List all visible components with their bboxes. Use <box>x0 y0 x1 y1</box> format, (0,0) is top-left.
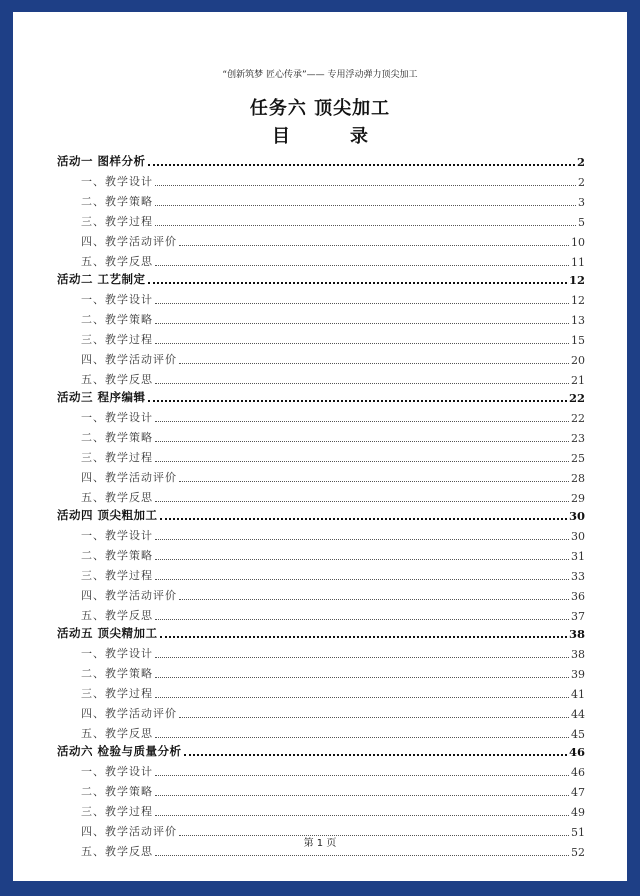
toc-subitem-entry[interactable] <box>57 563 585 583</box>
dot-leader <box>155 854 569 856</box>
toc-entry-label: 五、教学反思 <box>81 255 153 269</box>
toc-entry-page-number: 11 <box>571 256 585 270</box>
toc-entry-label: 四、教学活动评价 <box>81 471 177 485</box>
toc-entry-label: 活动一 图样分析 <box>57 153 146 168</box>
dot-leader <box>155 322 569 324</box>
toc-subitem-entry[interactable] <box>57 543 585 563</box>
toc-subitem-entry[interactable] <box>57 759 585 779</box>
toc-entry-page-number: 25 <box>571 452 585 465</box>
dot-leader <box>148 281 567 284</box>
toc-entry-label: 五、教学反思 <box>81 491 153 505</box>
toc-subitem-entry[interactable] <box>57 367 585 387</box>
toc-heading <box>13 122 627 148</box>
dot-leader <box>155 774 569 776</box>
toc-entry-label: 五、教学反思 <box>81 727 153 741</box>
toc-subitem-entry[interactable] <box>57 347 585 367</box>
dot-leader <box>160 635 567 638</box>
toc-entry-label: 四、教学活动评价 <box>81 707 177 721</box>
dot-leader <box>155 538 569 540</box>
toc-entry-label: 活动六 检验与质量分析 <box>57 743 182 758</box>
dot-leader <box>155 204 576 206</box>
toc-entry-label: 一、教学设计 <box>81 646 153 660</box>
toc-entry-label: 活动四 顶尖粗加工 <box>57 507 158 522</box>
toc-subitem-entry[interactable] <box>57 779 585 799</box>
toc-entry-page-number: 44 <box>571 708 585 722</box>
toc-entry-page-number: 22 <box>571 411 585 425</box>
dot-leader <box>155 558 569 560</box>
toc-subitem-entry[interactable] <box>57 523 585 543</box>
page-footer: 第 1 页 <box>303 838 337 849</box>
toc-entry-label: 三、教学过程 <box>81 451 153 464</box>
toc-entry-label: 三、教学过程 <box>81 687 153 701</box>
dot-leader <box>155 302 569 304</box>
dot-leader <box>155 794 569 796</box>
toc-subitem-entry[interactable] <box>57 701 585 721</box>
toc-entry-label: 二、教学策略 <box>81 430 153 444</box>
dot-leader <box>155 264 569 266</box>
toc-entry-page-number: 46 <box>568 744 585 759</box>
toc-entry-label: 五、教学反思 <box>81 609 153 623</box>
toc-subitem-entry[interactable] <box>57 249 585 269</box>
toc-entry-page-number: 2 <box>578 175 585 189</box>
toc-subitem-entry[interactable] <box>57 169 585 189</box>
toc-subitem-entry[interactable] <box>57 721 585 741</box>
toc-entry-label: 二、教学策略 <box>81 194 153 208</box>
toc-subitem-entry[interactable] <box>57 189 585 209</box>
toc-activity-entry[interactable] <box>57 269 585 287</box>
toc-entry-label: 一、教学设计 <box>81 765 153 778</box>
page-header: “创新筑梦 匠心传承”—— 专用浮动弹力顶尖加工 <box>222 70 418 80</box>
dot-leader <box>155 440 569 442</box>
toc-activity-entry[interactable] <box>57 151 585 169</box>
toc-entry-label: 四、教学活动评价 <box>81 589 177 603</box>
dot-leader <box>155 382 569 384</box>
toc-subitem-entry[interactable] <box>57 603 585 623</box>
dot-leader <box>155 618 569 620</box>
toc-entry-page-number: 30 <box>568 508 585 523</box>
toc-entry-page-number: 38 <box>571 647 585 661</box>
toc-subitem-entry[interactable] <box>57 465 585 485</box>
dot-leader <box>155 814 569 816</box>
toc-entry-page-number: 38 <box>568 626 585 641</box>
toc-entry-label: 一、教学设计 <box>81 292 153 306</box>
toc-entry-label: 三、教学过程 <box>81 214 153 228</box>
toc-entry-page-number: 47 <box>571 786 585 800</box>
toc-activity-entry[interactable] <box>57 505 585 523</box>
toc-entry-label: 活动三 程序编辑 <box>57 389 146 404</box>
toc-entry-label: 二、教学策略 <box>81 312 153 326</box>
toc-entry-page-number: 15 <box>571 333 585 347</box>
toc-entry-label: 五、教学反思 <box>81 845 153 859</box>
dot-leader <box>179 244 569 246</box>
toc-entry-page-number: 2 <box>576 154 585 169</box>
toc-entry-page-number: 45 <box>571 728 585 742</box>
toc-entry-label: 四、教学活动评价 <box>81 353 177 367</box>
toc-subitem-entry[interactable] <box>57 583 585 603</box>
dot-leader <box>155 656 569 658</box>
toc-entry-label: 一、教学设计 <box>81 410 153 424</box>
toc-entry-page-number: 31 <box>571 549 585 563</box>
toc-entry-label: 三、教学过程 <box>81 332 153 346</box>
dot-leader <box>179 598 569 600</box>
toc-subitem-entry[interactable] <box>57 209 585 229</box>
toc-entry-page-number: 23 <box>571 431 585 445</box>
table-of-contents <box>57 151 585 859</box>
toc-entry-page-number: 46 <box>571 766 585 779</box>
toc-entry-page-number: 36 <box>571 590 585 604</box>
toc-entry-label: 一、教学设计 <box>81 174 153 188</box>
toc-entry-page-number: 52 <box>571 846 585 860</box>
toc-subitem-entry[interactable] <box>57 287 585 307</box>
dot-leader <box>179 480 569 482</box>
toc-entry-label: 三、教学过程 <box>81 569 153 583</box>
toc-entry-page-number: 21 <box>571 374 585 388</box>
toc-entry-page-number: 5 <box>578 215 585 229</box>
toc-entry-label: 二、教学策略 <box>81 667 153 681</box>
toc-entry-page-number: 12 <box>568 272 585 287</box>
toc-activity-entry[interactable] <box>57 387 585 405</box>
toc-entry-page-number: 41 <box>571 688 585 702</box>
toc-subitem-entry[interactable] <box>57 425 585 445</box>
dot-leader <box>184 753 567 756</box>
dot-leader <box>179 362 569 364</box>
dot-leader <box>155 342 569 344</box>
toc-entry-page-number: 51 <box>571 826 585 840</box>
toc-subitem-entry[interactable] <box>57 445 585 465</box>
dot-leader <box>155 696 569 698</box>
toc-subitem-entry[interactable] <box>57 681 585 701</box>
toc-activity-entry[interactable] <box>57 741 585 759</box>
dot-leader <box>155 184 576 186</box>
toc-entry-label: 二、教学策略 <box>81 785 153 799</box>
toc-heading-char-1: 目 <box>272 126 290 147</box>
toc-entry-page-number: 39 <box>571 668 585 682</box>
toc-subitem-entry[interactable] <box>57 799 585 819</box>
toc-entry-page-number: 22 <box>568 390 585 405</box>
toc-entry-page-number: 3 <box>578 195 585 209</box>
toc-subitem-entry[interactable] <box>57 485 585 505</box>
toc-entry-page-number: 49 <box>571 806 585 820</box>
toc-activity-entry[interactable] <box>57 623 585 641</box>
dot-leader <box>155 420 569 422</box>
toc-subitem-entry[interactable] <box>57 661 585 681</box>
dot-leader <box>155 578 569 580</box>
toc-entry-label: 四、教学活动评价 <box>81 234 177 248</box>
toc-entry-page-number: 33 <box>571 570 585 584</box>
toc-entry-label: 四、教学活动评价 <box>81 825 177 839</box>
toc-entry-label: 三、教学过程 <box>81 805 153 819</box>
document-page <box>13 12 627 881</box>
toc-entry-page-number: 20 <box>571 354 585 368</box>
dot-leader <box>155 676 569 678</box>
dot-leader <box>155 224 576 226</box>
toc-entry-page-number: 30 <box>571 529 585 543</box>
dot-leader <box>155 500 569 502</box>
toc-entry-page-number: 28 <box>571 472 585 486</box>
toc-subitem-entry[interactable] <box>57 327 585 347</box>
dot-leader <box>155 736 569 738</box>
toc-entry-page-number: 29 <box>571 492 585 506</box>
toc-subitem-entry[interactable] <box>57 229 585 249</box>
toc-subitem-entry[interactable] <box>57 405 585 425</box>
dot-leader <box>155 460 569 462</box>
toc-entry-page-number: 37 <box>571 610 585 624</box>
document-title: 任务六 顶尖加工 <box>249 98 391 119</box>
toc-entry-label: 活动二 工艺制定 <box>57 271 146 286</box>
toc-entry-label: 二、教学策略 <box>81 548 153 562</box>
toc-entry-label: 活动五 顶尖精加工 <box>57 625 158 640</box>
toc-entry-page-number: 13 <box>571 313 585 327</box>
dot-leader <box>179 716 569 718</box>
dot-leader <box>148 399 567 402</box>
dot-leader <box>160 517 567 520</box>
toc-entry-label: 五、教学反思 <box>81 373 153 387</box>
toc-heading-char-2: 录 <box>350 126 368 147</box>
toc-entry-label: 一、教学设计 <box>81 528 153 542</box>
toc-entry-page-number: 10 <box>571 235 585 249</box>
dot-leader <box>148 163 575 166</box>
toc-subitem-entry[interactable] <box>57 641 585 661</box>
toc-subitem-entry[interactable] <box>57 307 585 327</box>
toc-entry-page-number: 12 <box>571 293 585 307</box>
